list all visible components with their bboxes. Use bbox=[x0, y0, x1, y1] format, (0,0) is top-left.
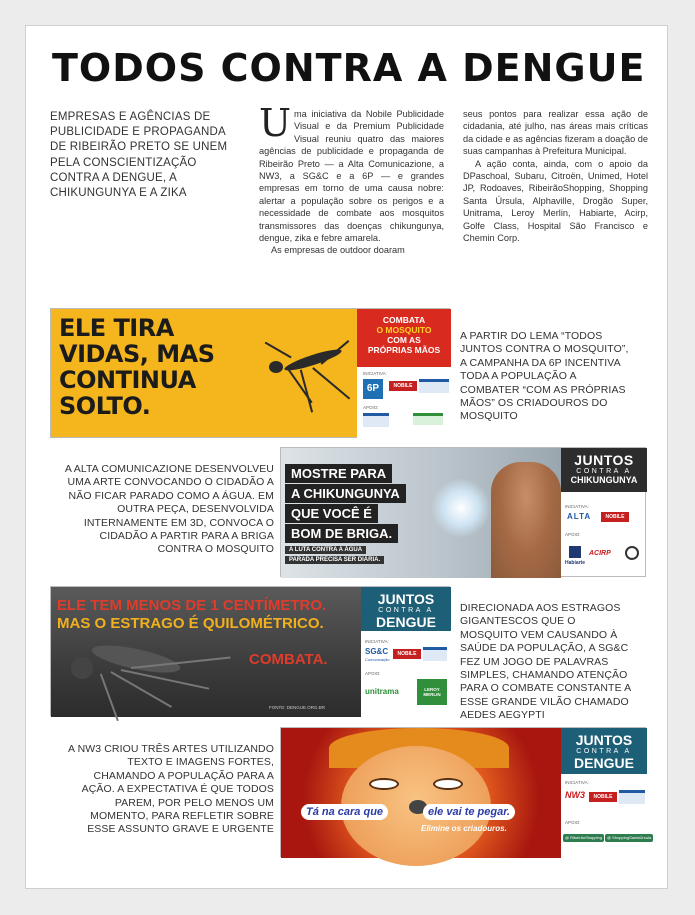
page-title: TODOS CONTRA A DENGUE bbox=[52, 46, 646, 90]
ad4-iniciativa-label: INICIATIVA: bbox=[565, 780, 589, 785]
habiarte-mark-icon bbox=[569, 546, 581, 558]
social-ribeiraoshopping: @ RibeirãoShopping bbox=[565, 835, 602, 840]
ad1-headline: ELE TIRA VIDAS, MAS CONTINUA SOLTO. bbox=[59, 314, 215, 420]
juntos-header-dengue: JUNTOS CONTRA A DENGUE bbox=[561, 728, 647, 774]
juntos-header-chikungunya: JUNTOS CONTRA A CHIKUNGUNYA bbox=[561, 448, 647, 492]
lede-text: EMPRESAS E AGÊNCIAS DE PUBLICIDADE E PROPAGANDA DE RIBEIRÃO PRETO SE UNEM PELA CONSCIENTIZAÇÃO CONTRA A DENGUE, A CHIKUNGUNYA E A ZIKA bbox=[50, 111, 228, 200]
ad4-speech2: ele vai te pegar. bbox=[423, 804, 515, 820]
magazine-page bbox=[25, 25, 668, 889]
ad3-line1: ELE TEM MENOS DE 1 CENTÍMETRO. bbox=[57, 597, 327, 614]
ad3-logo-panel bbox=[361, 631, 451, 717]
juntos-header-dengue: JUNTOS CONTRA A DENGUE bbox=[361, 587, 451, 631]
ad1-iniciativa-label: INICIATIVA: bbox=[363, 371, 387, 376]
ad1-caption: A PARTIR DO LEMA “TODOS JUNTOS CONTRA O MOSQUITO”, A CAMPANHA DA 6P INCENTIVA TODA A POPULAÇÃO A COMBATER “COM AS PRÓPRIAS MÃOS” OS CRIADOUROS DO MOSQUITO bbox=[460, 330, 629, 423]
logo-leroy-merlin: LEROY MERLIN bbox=[417, 679, 447, 705]
ad3-combata: COMBATA. bbox=[249, 651, 328, 668]
ad-row-6p bbox=[50, 308, 646, 438]
ad3-source: FONTE: DENGUE.ORG.BR bbox=[269, 705, 326, 710]
ad3-line2: MAS O ESTRAGO É QUILOMÉTRICO. bbox=[57, 615, 324, 632]
ad2-small2: PARADA PRECISA SER DIÁRIA. bbox=[285, 556, 384, 564]
body-paragraph-4: A ação conta, ainda, com o apoio da DPaschoal, Subaru, Citroën, Unimed, Hotel JP, Rodoaves, RibeirãoShopping, Shopping Santa Úrsula, Alphaville, Drogão Super, Unitrama, Leroy Merlin, Habiarte, Acirp, Golfe Class, Hospital São Francisco e Chemin Corp. bbox=[463, 158, 648, 244]
logo-prefeitura bbox=[619, 790, 645, 804]
logo-prefeitura bbox=[419, 379, 449, 393]
logo-unitrama: unitrama bbox=[365, 687, 399, 696]
ad3-caption: DIRECIONADA AOS ESTRAGOS GIGANTESCOS QUE O MOSQUITO VEM CAUSANDO À SAÚDE DA POPULAÇÃO, A SG&C FEZ UM JOGO DE PALAVRAS SIMPLES, CHAMANDO ATENÇÃO PARA O COMBATE CONSTANTE A ESSE GRANDE VILÃO CHAMADO AEDES AEGYPTI bbox=[460, 602, 631, 722]
logo-nobile: NOBILE bbox=[589, 792, 617, 802]
ad4-speech1: Tá na cara que bbox=[301, 804, 388, 820]
ad2-small1: A LUTA CONTRA A ÁGUA bbox=[285, 546, 366, 554]
cartoon-eye-right bbox=[433, 778, 463, 790]
logo-nw3: NW3 bbox=[565, 790, 585, 800]
ad4-apoio-label: APOIO: bbox=[565, 820, 581, 825]
billboard-alta bbox=[280, 447, 646, 577]
ad2-line2: A CHIKUNGUNYA bbox=[285, 484, 406, 503]
social-shoppingsantaursula: @ ShoppingSantaÚrsula bbox=[607, 835, 652, 840]
billboard-6p bbox=[50, 308, 450, 438]
ad-row-sgc bbox=[50, 586, 646, 722]
ad1-slogan-box: COMBATA O MOSQUITO COM AS PRÓPRIAS MÃOS bbox=[357, 309, 451, 367]
logo-6p: 6P bbox=[363, 379, 383, 399]
logo-alta: ALTA bbox=[567, 512, 592, 521]
ad4-speech3: Elimine os criadouros. bbox=[421, 824, 507, 833]
mosquito-head bbox=[71, 657, 93, 679]
mosquito-wing bbox=[265, 342, 292, 358]
ad4-caption: A NW3 CRIOU TRÊS ARTES UTILIZANDO TEXTO E IMAGENS FORTES, CHAMANDO A POPULAÇÃO PARA A AÇÃO. A EXPECTATIVA É QUE TODOS PAREM, POR PELO MENOS UM MOMENTO, PARA REFLETIR SOBRE ESSE ASSUNTO GRAVE E URGENTE bbox=[68, 743, 274, 836]
seal-icon bbox=[625, 546, 639, 560]
logo-nobile: NOBILE bbox=[393, 649, 421, 659]
logo-sponsor bbox=[413, 413, 443, 425]
logo-nobile: NOBILE bbox=[601, 512, 629, 522]
logo-habiarte: Habiarte bbox=[565, 560, 586, 566]
mosquito-head bbox=[269, 361, 283, 373]
ad2-line3: QUE VOCÊ É bbox=[285, 504, 378, 523]
ad3-apoio-label: APOIO: bbox=[365, 671, 381, 676]
water-splash bbox=[431, 478, 491, 538]
boxer-figure bbox=[491, 462, 561, 578]
body-column-2 bbox=[463, 108, 648, 244]
body-paragraph-3: seus pontos para realizar essa ação de cidadania, até julho, nas áreas mais críticas da cidade e as agências fizeram a doação de suas campanhas à Prefeitura Municipal. bbox=[463, 109, 648, 157]
logo-sgc-sub: Comunicação bbox=[365, 657, 390, 662]
ad1-apoio-label: APOIO: bbox=[363, 405, 379, 410]
body-column-1 bbox=[259, 101, 444, 257]
ad4-side-panel bbox=[561, 728, 652, 858]
ad2-iniciativa-label: INICIATIVA: bbox=[565, 504, 589, 509]
billboard-sgc bbox=[50, 586, 450, 716]
logo-sgc: SG&C bbox=[365, 647, 389, 656]
drop-cap: U bbox=[259, 101, 292, 145]
ad-row-nw3 bbox=[50, 727, 652, 857]
body-paragraph-2: As empresas de outdoor doaram bbox=[271, 245, 405, 256]
logo-sponsor bbox=[363, 413, 389, 427]
logo-prefeitura bbox=[423, 647, 447, 661]
logo-nobile: NOBILE bbox=[389, 381, 417, 391]
ad2-line1: MOSTRE PARA bbox=[285, 464, 392, 483]
cartoon-eye-left bbox=[369, 778, 399, 790]
ad1-side-panel bbox=[357, 309, 451, 439]
logo-acirp: ACIRP bbox=[589, 550, 611, 557]
ad2-line4: BOM DE BRIGA. bbox=[285, 524, 398, 543]
ad2-caption: A ALTA COMUNICAZIONE DESENVOLVEU UMA ARTE CONVOCANDO O CIDADÃO A NÃO FICAR PARADO COMO A ÁGUA. EM OUTRA PEÇA, DESENVOLVIDA INTERNAMENTE EM 3D, CONVOCA O CIDADÃO A PARTIR PARA A BRIGA CONTRA O MOSQUITO bbox=[64, 463, 274, 556]
ad3-iniciativa-label: INICIATIVA: bbox=[365, 639, 389, 644]
ad-row-alta bbox=[50, 447, 646, 577]
ad2-apoio-label: APOIO: bbox=[565, 532, 581, 537]
mosquito-leg bbox=[313, 367, 351, 399]
billboard-nw3 bbox=[280, 727, 652, 857]
body-paragraph-1: Uma iniciativa da Nobile Publicidade Visual e da Premium Publicidade Visual reuniu quatro das maiores agências de publicidade e propaganda de Ribeirão Preto — a Alta Comunicazione, a NW3, a SG&C e a 6P — e grandes empresas em torno de uma causa nobre: alertar a população sobre os perigos e a necessidade de combate aos mosquitos transmissores das doenças chikungunya, dengue, zika e febre amarela. bbox=[259, 101, 444, 244]
